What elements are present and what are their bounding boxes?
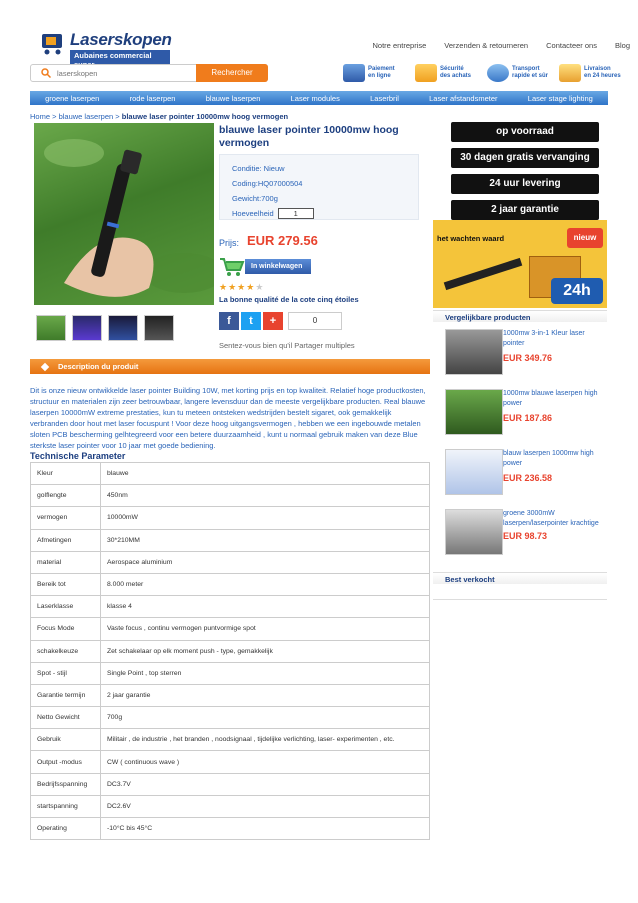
comparable-name[interactable]: 1000mw 3-in-1 Kleur laser pointer [503,330,585,347]
tech-row [31,795,430,817]
star-icon: ★ [219,282,228,292]
main-nav [30,91,608,105]
plane-icon [487,64,509,82]
search-bar [30,64,268,82]
top-link-shipping[interactable]: Verzenden & retourneren [444,41,529,50]
breadcrumb-home[interactable]: Home [30,112,51,121]
add-share-icon[interactable]: + [263,312,283,330]
star-icon: ★ [237,282,246,292]
tech-key: Netto Gewicht [31,707,101,729]
tech-key: Spot - stijl [31,662,101,684]
tech-key: material [31,551,101,573]
lock-icon [415,64,437,82]
search-icon [41,68,51,78]
thumbnail-4[interactable] [144,315,174,341]
tech-row [31,684,430,706]
star-empty-icon: ★ [255,282,264,292]
tech-value: 700g [101,707,430,729]
comparable-heading-bar [433,310,607,322]
comparable-name[interactable]: groene 3000mW laserpen/laserpointer krachtige [503,510,599,527]
thumbnail-2[interactable] [72,315,102,341]
tech-value: CW ( continuous wave ) [101,751,430,773]
breadcrumb-current: blauwe laser pointer 10000mw hoog vermogen [121,112,289,121]
brand-tagline: Aubaines commercial [70,50,170,70]
nav-laserbril[interactable]: Laserbril [370,93,399,103]
promo-pill-delivery: 24 uur levering [451,174,599,194]
delivery-box-icon [559,64,581,82]
quantity-input[interactable]: 1 [278,208,314,219]
search-button[interactable]: Rechercher [196,64,268,82]
site-logo[interactable] [40,30,170,60]
tech-value: 450nm [101,485,430,507]
tech-value: klasse 4 [101,596,430,618]
tech-value: Zet schakelaar op elk moment push - type, gemakkelijk [101,640,430,662]
tech-value: Single Point , top sterren [101,662,430,684]
top-link-blog[interactable]: Blog [614,41,630,50]
promo-pill-stock: op voorraad [451,122,599,142]
tech-key: Output -modus [31,751,101,773]
add-to-cart-label: In winkelwagen [245,259,311,274]
tech-key: Bedrijfsspanning [31,773,101,795]
comparable-price: EUR 187.86 [503,413,553,423]
nav-laser-stage-lighting[interactable]: Laser stage lighting [527,93,593,103]
breadcrumb: Home > blauwe laserpen > blauwe laser pointer 10000mw hoog vermogen [30,112,289,121]
tech-key: Focus Mode [31,618,101,640]
twitter-icon[interactable]: t [241,312,261,330]
badge-delivery: Livraison en 24 heures [559,62,623,84]
star-icon: ★ [228,282,237,292]
tech-key: schakelkeuze [31,640,101,662]
badge-security: Sécurité des achats [415,62,479,84]
description-heading: Description du produit [58,362,139,371]
share-buttons [219,312,283,330]
tech-key: Bereik tot [31,573,101,595]
comparable-image[interactable] [445,389,503,435]
comparable-name[interactable]: blauw laserpen 1000mw high power [503,450,594,467]
tech-key: Garantie termijn [31,684,101,706]
tech-value: -10°C bis 45°C [101,818,430,840]
share-count: 0 [288,312,342,330]
tech-key: startspanning [31,795,101,817]
tech-row [31,818,430,840]
tech-row [31,751,430,773]
tech-key: golflengte [31,485,101,507]
comparable-image[interactable] [445,329,503,375]
top-link-company[interactable]: Notre entreprise [372,41,427,50]
comparable-name[interactable]: 1000mw blauwe laserpen high power [503,390,598,407]
best-sold-heading-bar [433,572,607,584]
promo-banner[interactable] [433,112,607,308]
nav-rode-laserpen[interactable]: rode laserpen [129,93,176,103]
product-title: blauwe laser pointer 10000mw hoog vermogen [219,124,399,149]
comparable-image[interactable] [445,509,503,555]
tech-row [31,485,430,507]
tech-row [31,640,430,662]
nav-laser-afstandsmeter[interactable]: Laser afstandsmeter [429,93,498,103]
nav-groene-laserpen[interactable]: groene laserpen [45,93,100,103]
quality-text: La bonne qualité de la cote cinq étoiles [219,295,359,304]
tech-value: 10000mW [101,507,430,529]
share-note: Sentez-vous bien qu'il Partager multiples [219,341,355,350]
tech-value: 8.000 meter [101,573,430,595]
star-icon: ★ [246,282,255,292]
new-badge: nieuw [567,228,603,248]
credit-card-icon [343,64,365,82]
cart-logo-icon [40,32,66,56]
laser-hand-photo [34,123,214,305]
tech-key: Gebruik [31,729,101,751]
description-text: Dit is onze nieuw ontwikkelde laser pointer Building 10W, met korting prijs en top kwaliteit. Relatief hoge productkosten, structuur en materialen zijn zeer betrouwbaar, langere levensduur dan de meeste vergelijkbare producten. Real blauwe laserpen 10000mW extreme prestaties, kun tu meteen ontsteken wedstrijden bestelt sigaret, ook gemakkelijk verbranden door hout met laser focuspunt ! Voor deze hoog uitgangsvermogen , hebben we een ingebouwde metalen sloten PCB bescherming gelhtegreerd voor een betere duurzaamheid , kunt u normaal gebruik maken van deze Blue sterkste laser pointer voor 10 jaar met goede bediening. [30,386,426,450]
badge-transport: Transport rapide et sûr [487,62,551,84]
diamond-icon [41,363,49,371]
tech-value: Aerospace aluminium [101,551,430,573]
tech-value: 2 jaar garantie [101,684,430,706]
nav-laser-modules[interactable]: Laser modules [290,93,340,103]
tech-row [31,463,430,485]
tech-key: vermogen [31,507,101,529]
facebook-icon[interactable]: f [219,312,239,330]
shopping-cart-icon [219,256,245,278]
tech-table [30,462,430,840]
thumbnail-3[interactable] [108,315,138,341]
tech-key: Operating [31,818,101,840]
search-input[interactable] [57,67,207,79]
comparable-price: EUR 98.73 [503,531,548,541]
comparable-heading: Vergelijkbare producten [445,313,531,322]
tech-value: blauwe [101,463,430,485]
tech-value: DC3.7V [101,773,430,795]
brand-name: Laserskopen [70,30,172,49]
product-main-image[interactable] [34,123,214,305]
tech-value: DC2.6V [101,795,430,817]
tech-row [31,573,430,595]
hours-badge: 24h [551,278,603,304]
spec-quantity-row: Hoeveelheid 1 [232,206,406,221]
tech-title: Technische Parameter [30,451,126,461]
tech-key: Laserklasse [31,596,101,618]
tech-key: Afmetingen [31,529,101,551]
promo-image [433,220,607,308]
spec-condition: Conditie: Nieuw [232,164,285,173]
thumbnail-1[interactable] [36,315,66,341]
tech-row [31,773,430,795]
tech-row [31,529,430,551]
tech-value: 30*210MM [101,529,430,551]
trust-badges [343,62,623,84]
product-specs [219,154,419,220]
add-to-cart-button[interactable] [219,256,313,278]
tech-row [31,662,430,684]
tech-row [31,596,430,618]
spec-coding: Coding:HQ07000504 [232,179,303,188]
tech-row [31,707,430,729]
description-tab[interactable] [30,359,430,374]
best-sold-heading: Best verkocht [445,575,495,584]
tech-value: Vaste focus , continu vermogen puntvormige spot [101,618,430,640]
tech-key: Kleur [31,463,101,485]
tech-value: Militair , de industrie , het branden , noodsignaal , tijdelijke verlichting, laser- experimenten , etc. [101,729,430,751]
tech-row [31,618,430,640]
comparable-image[interactable] [445,449,503,495]
breadcrumb-category[interactable]: blauwe laserpen [58,112,114,121]
tech-row [31,551,430,573]
rating-stars [219,283,263,292]
product-price: EUR 279.56 [247,233,318,248]
tech-row [31,729,430,751]
promo-pill-warranty: 2 jaar garantie [451,200,599,220]
promo-pill-replacement: 30 dagen gratis vervanging [451,148,599,168]
top-link-contact[interactable]: Contacteer ons [546,41,597,50]
promo-banner-text: het wachten waard [437,234,505,243]
price-label: Prijs: [219,238,239,248]
spec-weight: Gewicht:700g [232,194,278,203]
laser-pen-image [444,258,523,290]
comparable-price: EUR 236.58 [503,473,553,483]
badge-payment: Paiement en ligne [343,62,407,84]
nav-blauwe-laserpen[interactable]: blauwe laserpen [205,93,261,103]
best-sold-panel [433,572,607,600]
comparable-price: EUR 349.76 [503,353,553,363]
product-thumbnails [36,315,174,341]
top-links [373,41,630,50]
tech-row [31,507,430,529]
